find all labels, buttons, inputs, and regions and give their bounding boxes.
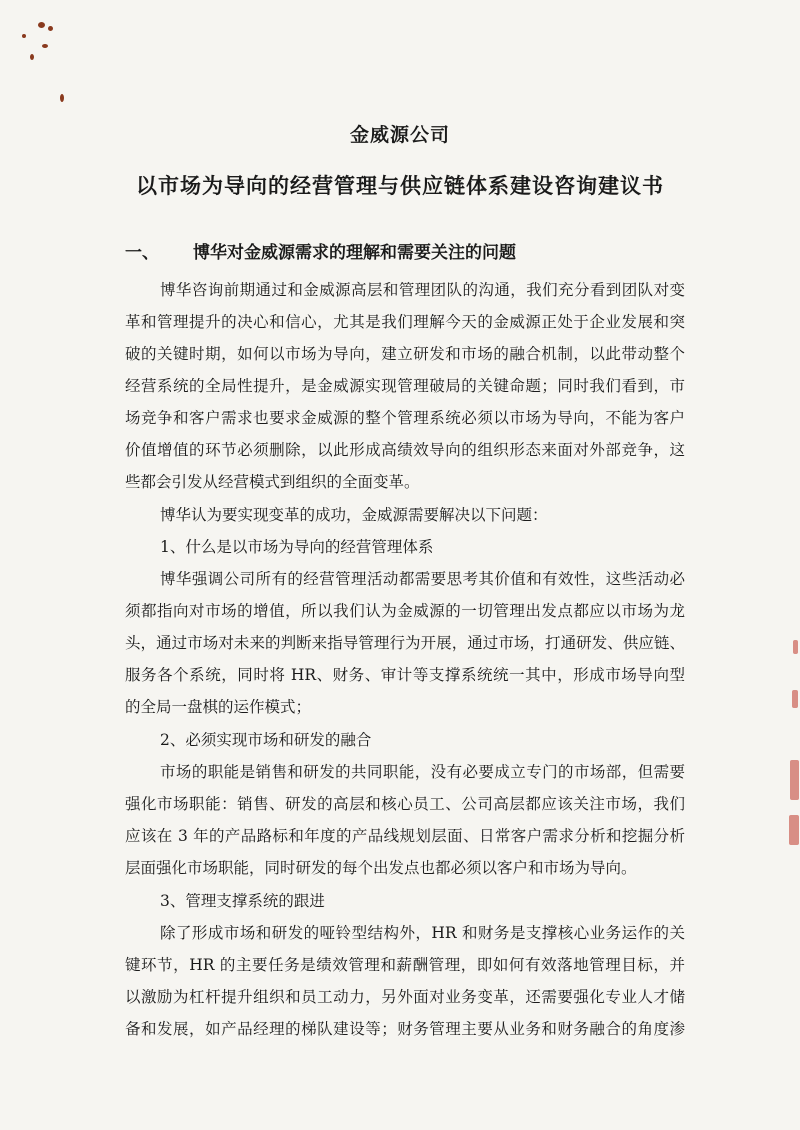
ink-blot [48,26,53,31]
paragraph-line: 革和管理提升的决心和信心，尤其是我们理解今天的金威源正处于企业发展和突 [125,313,685,331]
stamp-edge-mark [790,760,799,800]
ink-blot [38,22,45,28]
company-title: 金威源公司 [349,124,450,146]
paragraph-line: 博华咨询前期通过和金威源高层和管理团队的沟通，我们充分看到团队对变 [160,281,685,299]
paragraph-line: 键环节，HR 的主要任务是绩效管理和薪酬管理，即如何有效落地管理目标，并 [125,956,685,974]
paragraph-line: 博华强调公司所有的经营管理活动都需要思考其价值和有效性，这些活动必 [160,570,685,588]
paragraph-line: 破的关键时期，如何以市场为导向，建立研发和市场的融合机制，以此带动整个 [125,345,685,363]
issues-intro: 博华认为要实现变革的成功，金威源需要解决以下问题： [160,506,548,524]
paragraph-line: 头，通过市场对未来的判断来指导管理行为开展，通过市场，打通研发、供应链、 [125,634,685,652]
ink-blot [30,54,34,60]
paragraph-line: 场竞争和客户需求也要求金威源的整个管理系统必须以市场为导向，不能为客户 [125,409,685,427]
paragraph-line: 备和发展，如产品经理的梯队建设等；财务管理主要从业务和财务融合的角度渗 [125,1020,685,1038]
paragraph-line: 强化市场职能：销售、研发的高层和核心员工、公司高层都应该关注市场，我们 [125,795,685,813]
stamp-edge-mark [789,815,799,845]
stamp-edge-mark [793,640,798,654]
paragraph-line: 市场的职能是销售和研发的共同职能，没有必要成立专门的市场部，但需要 [160,763,685,781]
section-number: 一、 [125,243,159,263]
item-1-title: 1、什么是以市场为导向的经营管理体系 [160,538,434,556]
item-3-title: 3、管理支撑系统的跟进 [160,892,325,910]
paragraph-line: 层面强化市场职能，同时研发的每个出发点也都必须以客户和市场为导向。 [125,859,637,877]
paragraph-line: 经营系统的全局性提升，是金威源实现管理破局的关键命题；同时我们看到，市 [125,377,685,395]
stamp-edge-mark [792,690,798,708]
paragraph-line: 应该在 3 年的产品路标和年度的产品线规划层面、日常客户需求分析和挖掘分析 [125,827,685,845]
paragraph-line: 除了形成市场和研发的哑铃型结构外，HR 和财务是支撑核心业务运作的关 [160,924,685,942]
document-title: 以市场为导向的经营管理与供应链体系建设咨询建议书 [136,173,664,198]
paragraph-line: 须都指向对市场的增值，所以我们认为金威源的一切管理出发点都应以市场为龙 [125,602,685,620]
paragraph-line: 服务各个系统，同时将 HR、财务、审计等支撑系统统一其中，形成市场导向型 [125,666,685,684]
paragraph-line: 以激励为杠杆提升组织和员工动力，另外面对业务变革，还需要强化专业人才储 [125,988,685,1006]
item-2-title: 2、必须实现市场和研发的融合 [160,731,372,749]
ink-blot [42,44,48,48]
ink-blot [60,94,64,102]
ink-blot [22,34,26,38]
paragraph-line: 些都会引发从经营模式到组织的全面变革。 [125,473,420,491]
paragraph-line: 价值增值的环节必须删除，以此形成高绩效导向的组织形态来面对外部竞争，这 [125,441,685,459]
section-title: 博华对金威源需求的理解和需要关注的问题 [193,243,516,263]
section-heading [125,238,516,263]
paragraph-line: 的全局一盘棋的运作模式； [125,698,312,716]
